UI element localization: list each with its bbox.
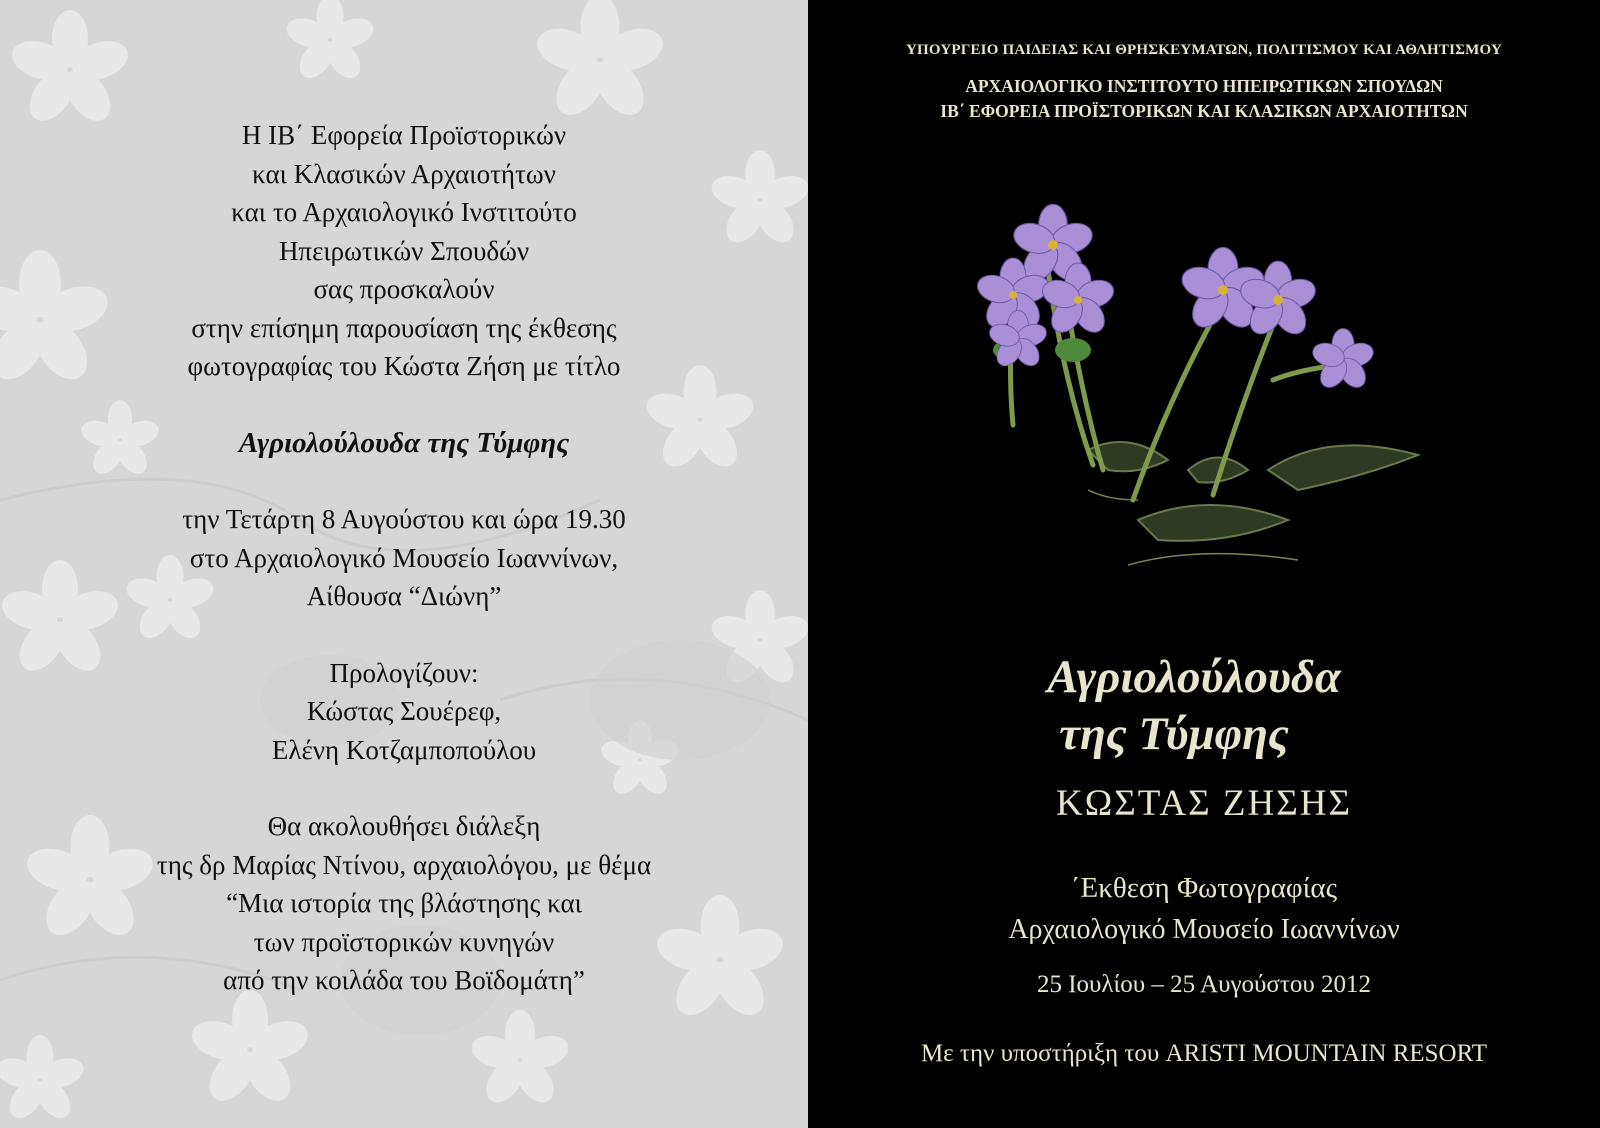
poster-panel [808,0,1600,1128]
intro-line: στην επίσημη παρουσίαση της έκθεσης [191,312,617,343]
poster-title-line1: Αγριολούλουδα [1047,651,1341,703]
intro-line: και Κλασικών Αρχαιοτήτων [252,158,556,189]
exhibition-dates: 25 Ιουλίου – 25 Αυγούστου 2012 [1036,971,1372,998]
lecture-line: των προϊστορικών κυνηγών [253,926,555,957]
intro-line: σας προσκαλούν [313,274,495,304]
event-date-line: την Τετάρτη 8 Αυγούστου και ώρα 19.30 [182,504,626,534]
photographer-name: ΚΩΣΤΑΣ ΖΗΣΗΣ [1055,783,1352,824]
intro-line: Η ΙΒ΄ Εφορεία Προϊστορικών [241,120,567,150]
institute-heading: ΑΡΧΑΙΟΛΟΓΙΚΟ ΙΝΣΤΙΤΟΥΤΟ ΗΠΕΙΡΩΤΙΚΩΝ ΣΠΟΥΔΩΝ [965,76,1443,96]
ephorate-heading: ΙΒ΄ ΕΦΟΡΕΙΑ ΠΡΟΪΣΤΟΡΙΚΩΝ ΚΑΙ ΚΛΑΣΙΚΩΝ ΑΡΧΑΙΟΤΗΤΩΝ [940,101,1468,121]
poster-title-line2: της Τύμφης [1059,708,1289,760]
prologue-speaker: Ελένη Κοτζαμποπούλου [271,734,537,765]
prologue-speaker: Κώστας Σουέρεφ, [306,696,502,726]
lecture-line: της δρ Μαρίας Ντίνου, αρχαιολόγου, με θέμα [156,849,652,880]
exhibition-title: Αγριολούλουδα της Τύμφης [238,426,570,459]
wildflower-photo [968,200,1448,590]
event-room-line: Αίθουσα “Διώνη” [306,581,502,611]
intro-line: και το Αρχαιολογικό Ινστιτούτο [231,197,577,227]
lecture-line: “Μια ιστορία της βλάστησης και [226,888,582,918]
event-venue-line: στο Αρχαιολογικό Μουσείο Ιωαννίνων, [189,542,619,573]
exhibition-venue: Αρχαιολογικό Μουσείο Ιωαννίνων [1008,914,1400,945]
exhibition-type: ΄Εκθεση Φωτογραφίας [1070,872,1338,904]
ministry-heading: ΥΠΟΥΡΓΕΙΟ ΠΑΙΔΕΙΑΣ ΚΑΙ ΘΡΗΣΚΕΥΜΑΤΩΝ, ΠΟΛΙΤΙΣΜΟΥ ΚΑΙ ΑΘΛΗΤΙΣΜΟΥ [905,42,1503,58]
intro-line: Ηπειρωτικών Σπουδών [278,235,530,266]
lecture-line: από την κοιλάδα του Βοϊδομάτη” [223,965,585,995]
invitation-text [0,0,808,1000]
intro-line: φωτογραφίας του Κώστα Ζήση με τίτλο [187,351,621,381]
lecture-line: Θα ακολουθήσει διάλεξη [267,811,541,841]
prologue-heading: Προλογίζουν: [329,657,479,688]
sponsor-line: Με την υποστήριξη του ARISTI MOUNTAIN RESORT [920,1040,1488,1067]
